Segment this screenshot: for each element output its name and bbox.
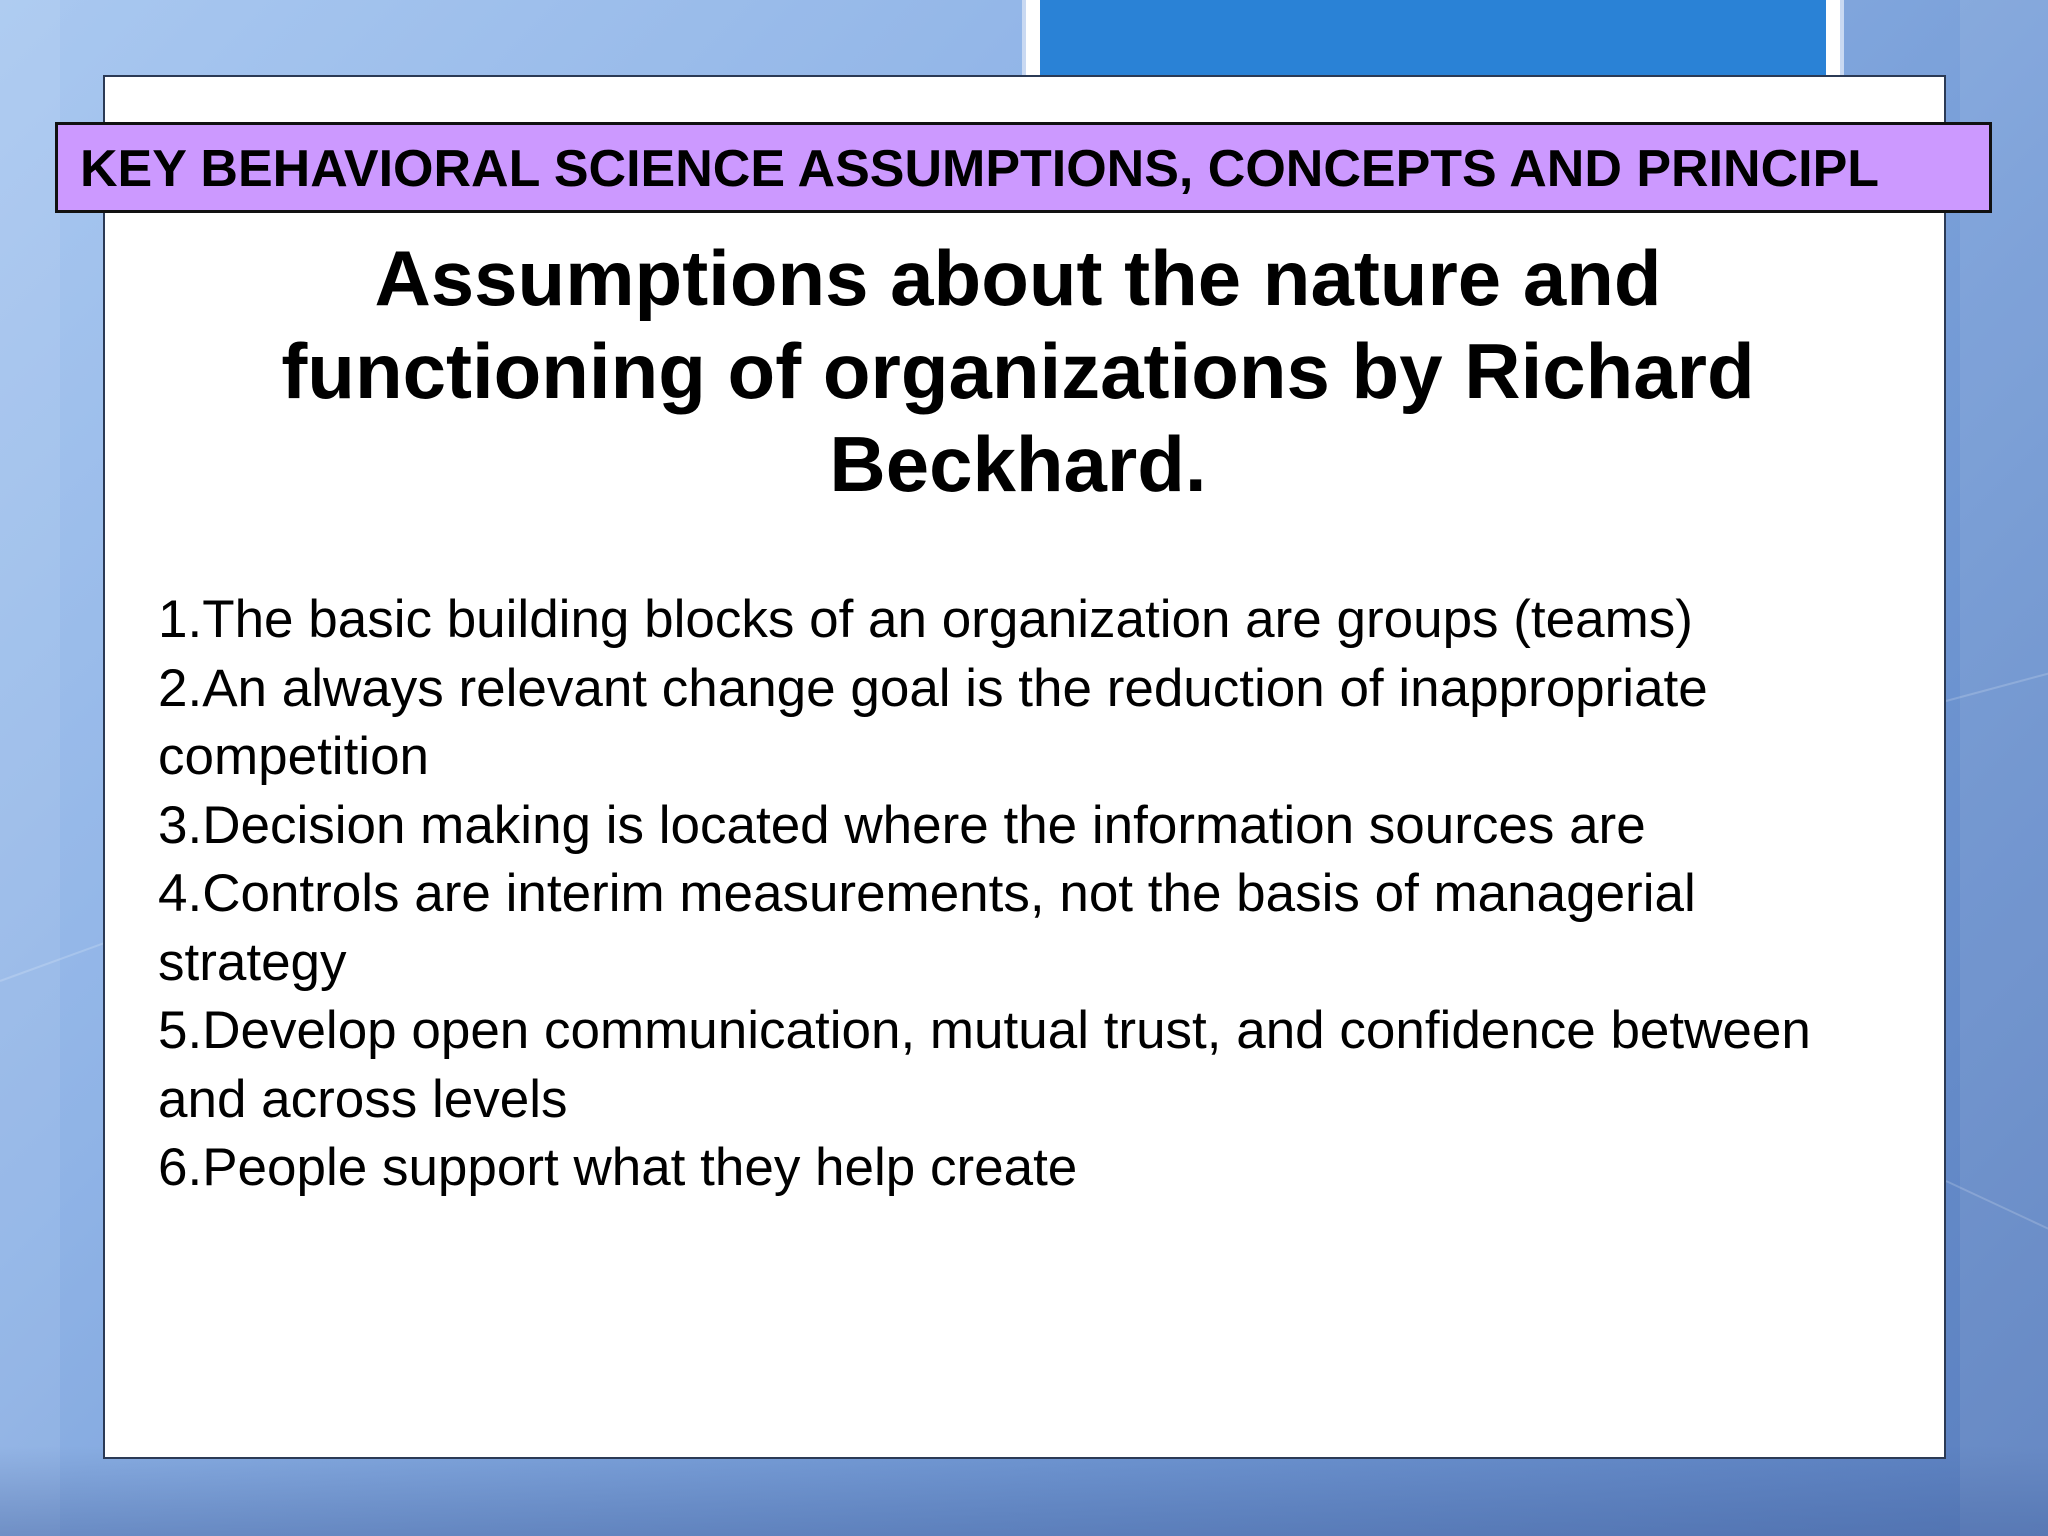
- list-item: 2.An always relevant change goal is the reduction of inappropriate competition: [158, 658, 1708, 786]
- slide-heading: Assumptions about the nature and functioning of organizations by Richard Beckhard.: [281, 234, 1755, 508]
- assumption-list: [158, 586, 1898, 1203]
- background-band: [0, 1446, 2048, 1536]
- banner-title: KEY BEHAVIORAL SCIENCE ASSUMPTIONS, CONCEPTS AND PRINCIPL: [80, 140, 1880, 198]
- list-item: 4.Controls are interim measurements, not the basis of managerial strategy: [158, 864, 1696, 992]
- background-stripe: [1960, 0, 2048, 1536]
- list-item: 3.Decision making is located where the information sources are: [158, 795, 1646, 855]
- list-item: 1.The basic building blocks of an organization are groups (teams): [158, 590, 1693, 649]
- list-item: 6.People support what they help create: [158, 1138, 1078, 1197]
- title-banner: [55, 122, 1992, 213]
- background-stripe: [0, 0, 60, 1536]
- list-item: 5.Develop open communication, mutual trust, and confidence between and across levels: [158, 1001, 1811, 1129]
